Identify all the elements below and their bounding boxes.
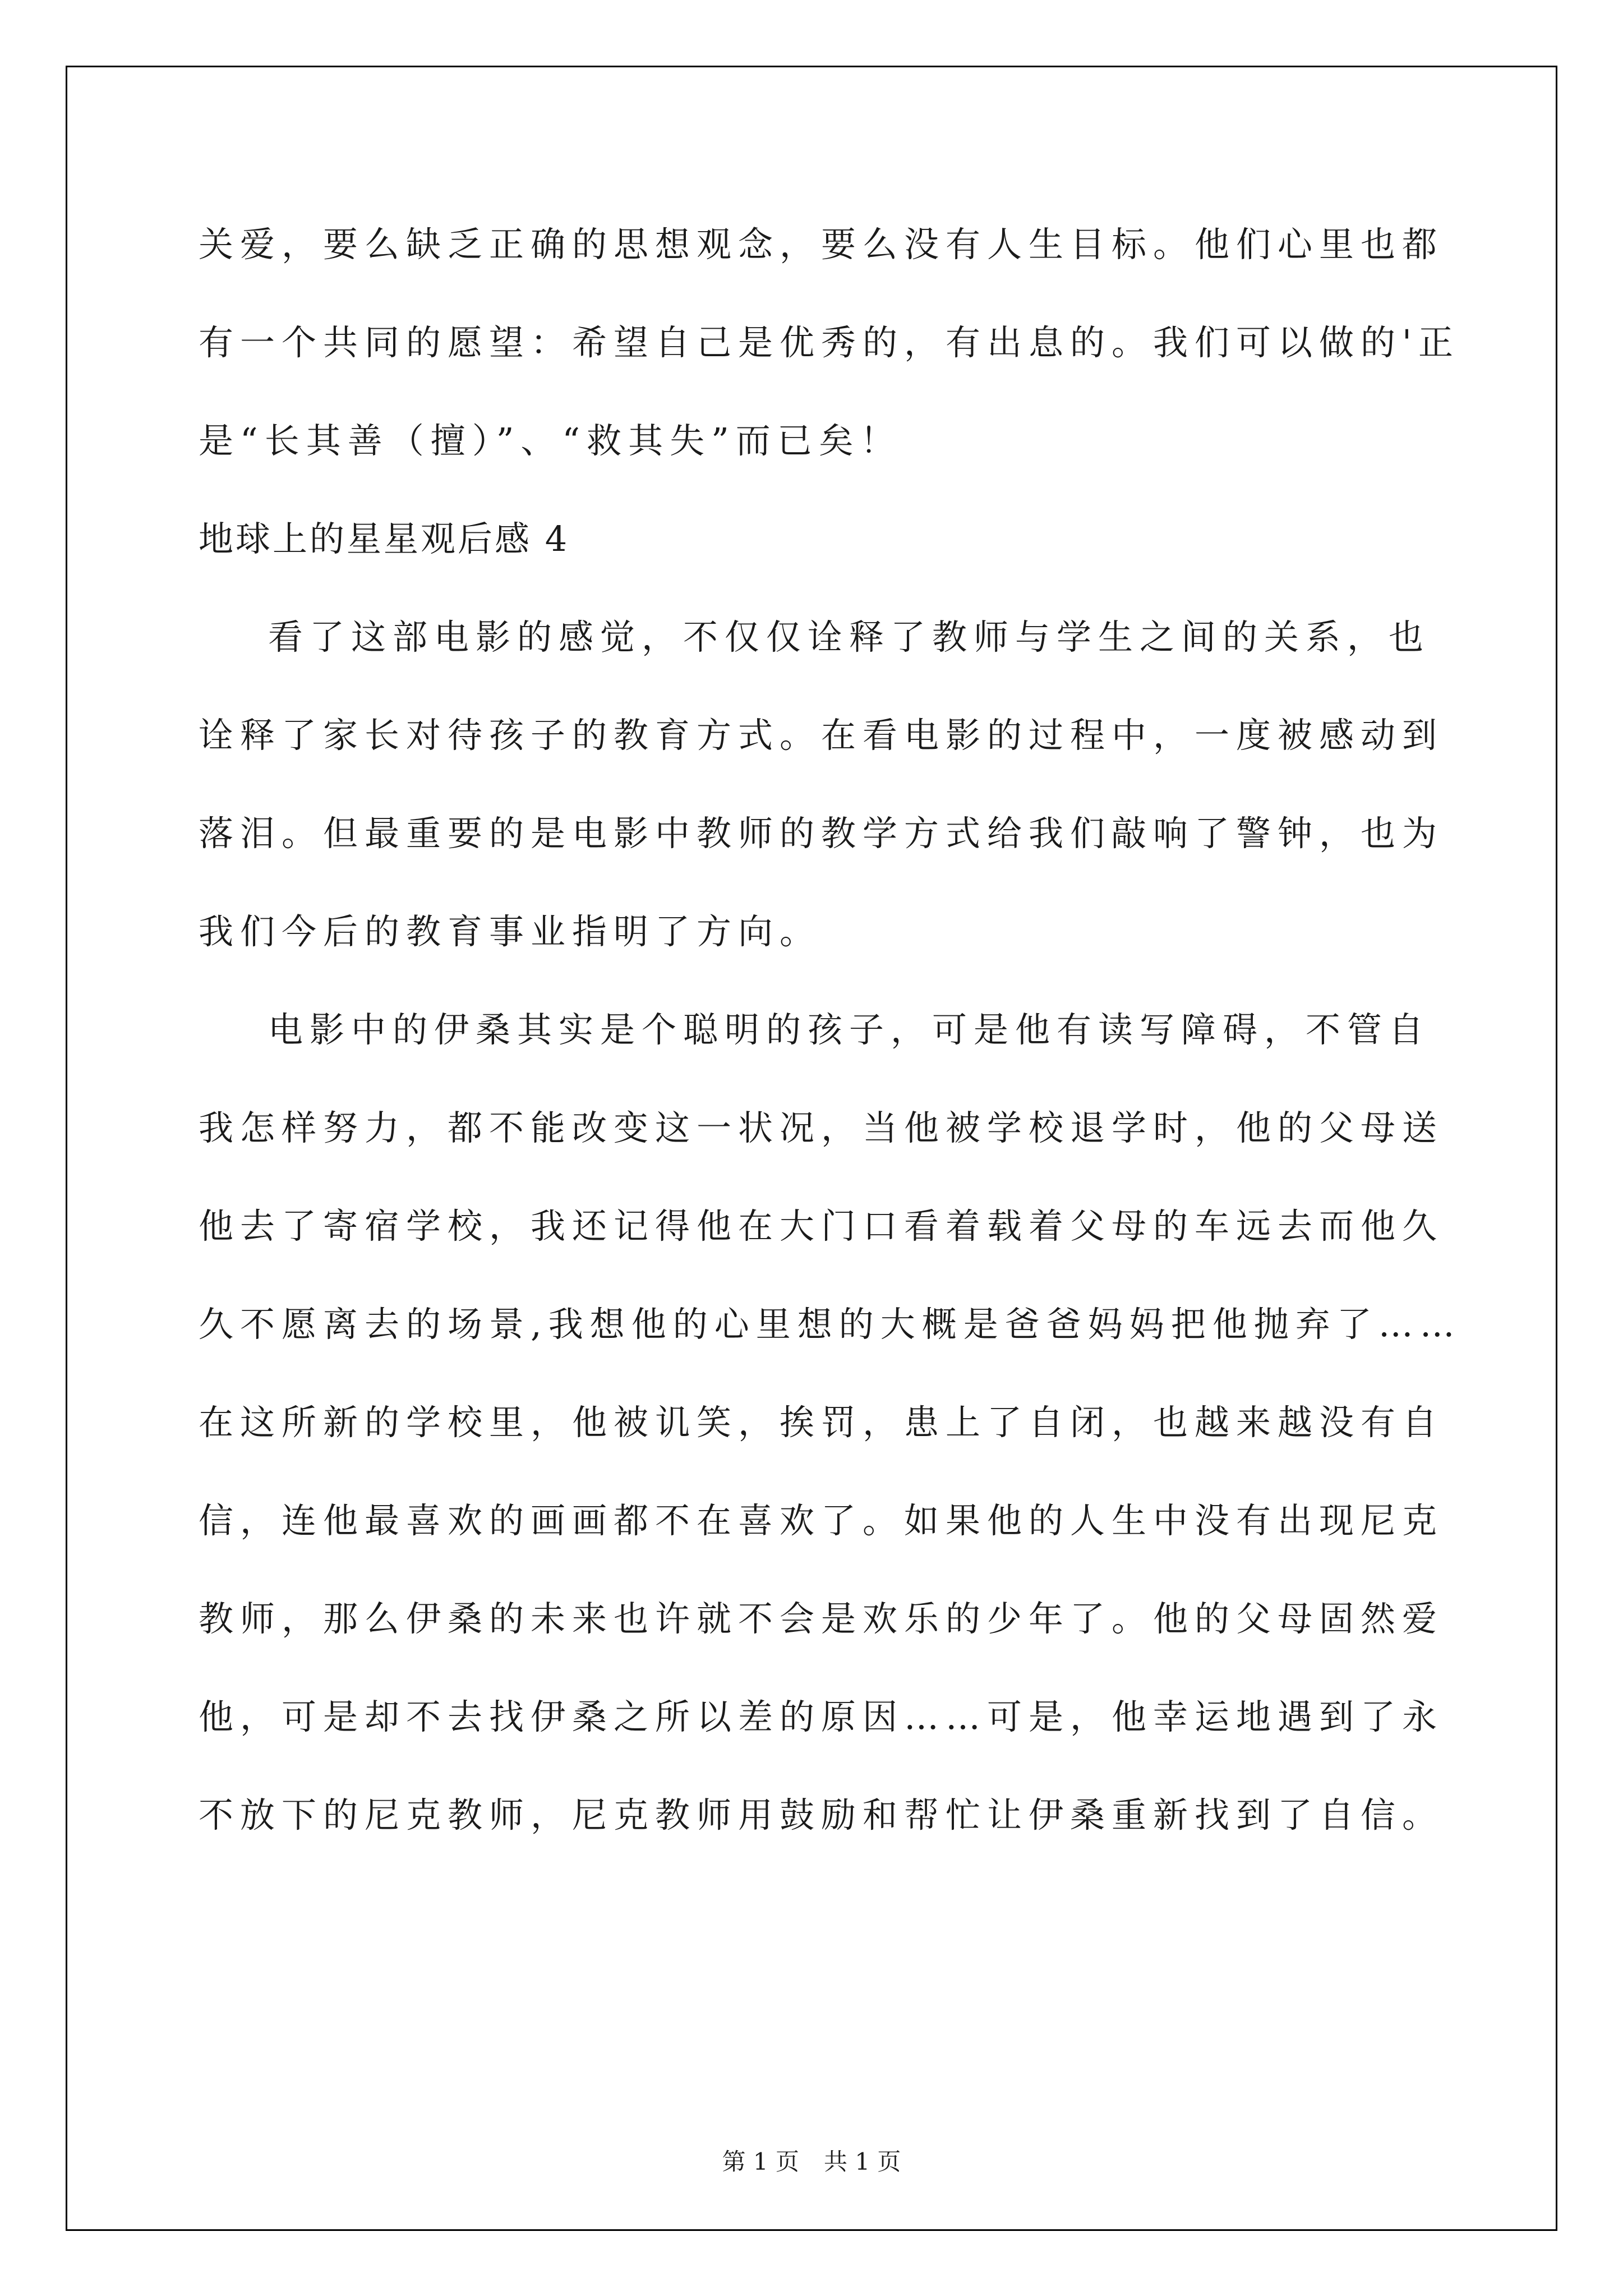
text-line: 关爱，要么缺乏正确的思想观念，要么没有人生目标。他们心里也都 xyxy=(199,224,1444,265)
page-footer xyxy=(0,2150,1623,2174)
paragraph-line: 在这所新的学校里，他被讥笑，挨罚，患上了自闭，也越来越没有自 xyxy=(199,1402,1444,1443)
paragraph-line: 看了这部电影的感觉，不仅仅诠释了教师与学生之间的关系，也 xyxy=(268,616,1431,657)
paragraph-line: 落泪。但最重要的是电影中教师的教学方式给我们敲响了警钟，也为 xyxy=(199,813,1444,854)
paragraph-line: 诠释了家长对待孩子的教育方式。在看电影的过程中，一度被感动到 xyxy=(199,715,1444,756)
paragraph-line: 不放下的尼克教师，尼克教师用鼓励和帮忙让伊桑重新找到了自信。 xyxy=(199,1795,1444,1835)
page-number: 第 1 页 xyxy=(722,2148,799,2175)
paragraph-line: 教师，那么伊桑的未来也许就不会是欢乐的少年了。他的父母固然爱 xyxy=(199,1598,1444,1639)
paragraph-line: 我怎样努力，都不能改变这一状况，当他被学校退学时，他的父母送 xyxy=(199,1107,1444,1148)
page-total: 共 1 页 xyxy=(824,2148,901,2175)
paragraph-line: 我们今后的教育事业指明了方向。 xyxy=(199,911,822,952)
section-heading: 地球上的星星观后感 4 xyxy=(199,518,570,559)
paragraph-line: 他，可是却不去找伊桑之所以差的原因……可是，他幸运地遇到了永 xyxy=(199,1696,1444,1737)
paragraph-line: 信，连他最喜欢的画画都不在喜欢了。如果他的人生中没有出现尼克 xyxy=(199,1500,1444,1541)
paragraph-line: 他去了寄宿学校，我还记得他在大门口看着载着父母的车远去而他久 xyxy=(199,1205,1444,1246)
page-border xyxy=(66,66,1557,2231)
text-line: 是“长其善（擅）”、“救其失”而已矣！ xyxy=(199,420,902,461)
paragraph-line: 久不愿离去的场景,我想他的心里想的大概是爸爸妈妈把他抛弃了…… xyxy=(199,1304,1461,1345)
paragraph-line: 电影中的伊桑其实是个聪明的孩子，可是他有读写障碍，不管自 xyxy=(268,1009,1431,1050)
text-line: 有一个共同的愿望：希望自己是优秀的，有出息的。我们可以做的'正 xyxy=(199,322,1460,363)
